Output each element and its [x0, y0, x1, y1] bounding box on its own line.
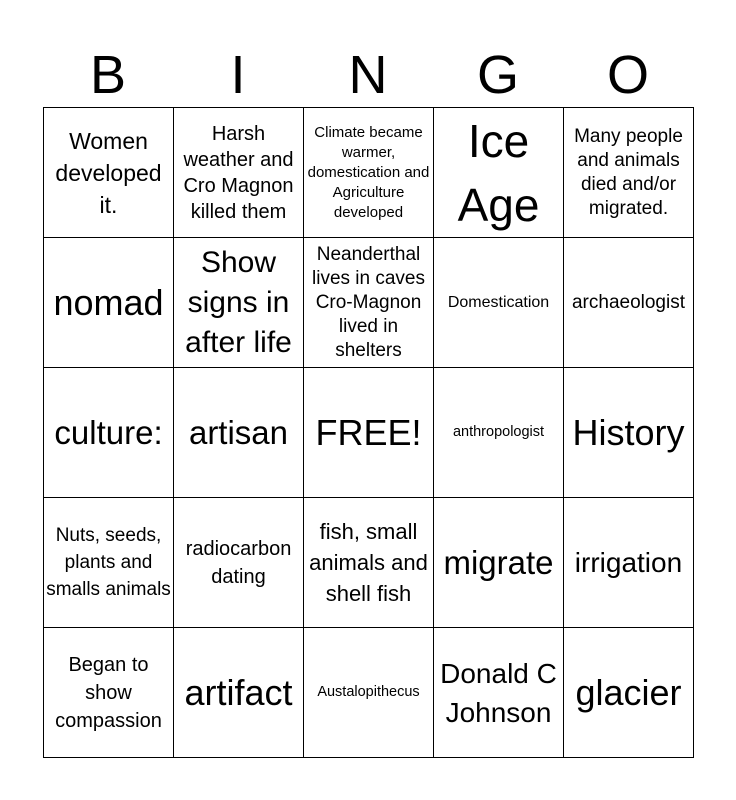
header-letter-i: I: [230, 45, 246, 105]
bingo-cell: [434, 628, 564, 758]
cell-text: fish, small animals and shell fish: [309, 519, 428, 606]
cell-text: culture:: [54, 413, 163, 451]
bingo-cell: [304, 108, 434, 238]
bingo-cell: [174, 628, 304, 758]
bingo-cell: [174, 238, 304, 368]
cell-text: Climate became warmer, domestication and Agriculture developed: [307, 123, 430, 221]
bingo-cell: [174, 108, 304, 238]
cell-text: migrate: [443, 543, 554, 581]
bingo-header: [43, 42, 693, 108]
bingo-cell: [564, 108, 694, 238]
cell-text: Nuts, seeds, plants and smalls animals: [46, 525, 171, 600]
bingo-cell: [434, 368, 564, 498]
cell-text: nomad: [53, 281, 164, 323]
bingo-cell: [434, 498, 564, 628]
header-letter-n: N: [348, 45, 388, 105]
bingo-cell: [174, 368, 304, 498]
cell-text: artisan: [188, 413, 289, 451]
cell-text: Ice Age: [457, 114, 540, 231]
bingo-cell: [564, 238, 694, 368]
cell-text: radiocarbon dating: [185, 537, 292, 588]
bingo-grid: [43, 107, 694, 758]
bingo-cell: [564, 628, 694, 758]
cell-text: Austalopithecus: [317, 684, 420, 701]
cell-text: Harsh weather and Cro Magnon killed them: [183, 122, 294, 223]
cell-text: Donald C Johnson: [440, 657, 557, 728]
cell-text: FREE!: [315, 411, 422, 453]
bingo-cell: [304, 498, 434, 628]
bingo-cell: [304, 628, 434, 758]
bingo-cell: [434, 108, 564, 238]
header-letter-b: B: [89, 45, 127, 105]
bingo-cell: [44, 238, 174, 368]
cell-text: anthropologist: [452, 424, 545, 441]
free-space: [304, 368, 434, 498]
bingo-cell: [44, 498, 174, 628]
header-letter-g: G: [476, 45, 519, 105]
cell-text: Women developed it.: [55, 127, 162, 218]
bingo-cell: [44, 628, 174, 758]
bingo-cell: [564, 368, 694, 498]
cell-text: Show signs in after life: [185, 245, 292, 359]
bingo-cell: [44, 108, 174, 238]
bingo-cell: [174, 498, 304, 628]
cell-text: archaeologist: [571, 291, 686, 313]
cell-text: Began to show compassion: [55, 653, 162, 732]
cell-text: Many people and animals died and/or migrated.: [574, 125, 683, 219]
bingo-cell: [304, 238, 434, 368]
cell-text: Domestication: [447, 293, 550, 311]
bingo-cell: [44, 368, 174, 498]
bingo-cell: [564, 498, 694, 628]
cell-text: artifact: [184, 671, 293, 713]
cell-text: irrigation: [574, 547, 683, 578]
cell-text: History: [572, 411, 685, 453]
bingo-cell: [434, 238, 564, 368]
cell-text: glacier: [575, 671, 682, 713]
cell-text: Neanderthal lives in caves Cro-Magnon lived in shelters: [312, 243, 425, 361]
header-letter-o: O: [606, 45, 649, 105]
